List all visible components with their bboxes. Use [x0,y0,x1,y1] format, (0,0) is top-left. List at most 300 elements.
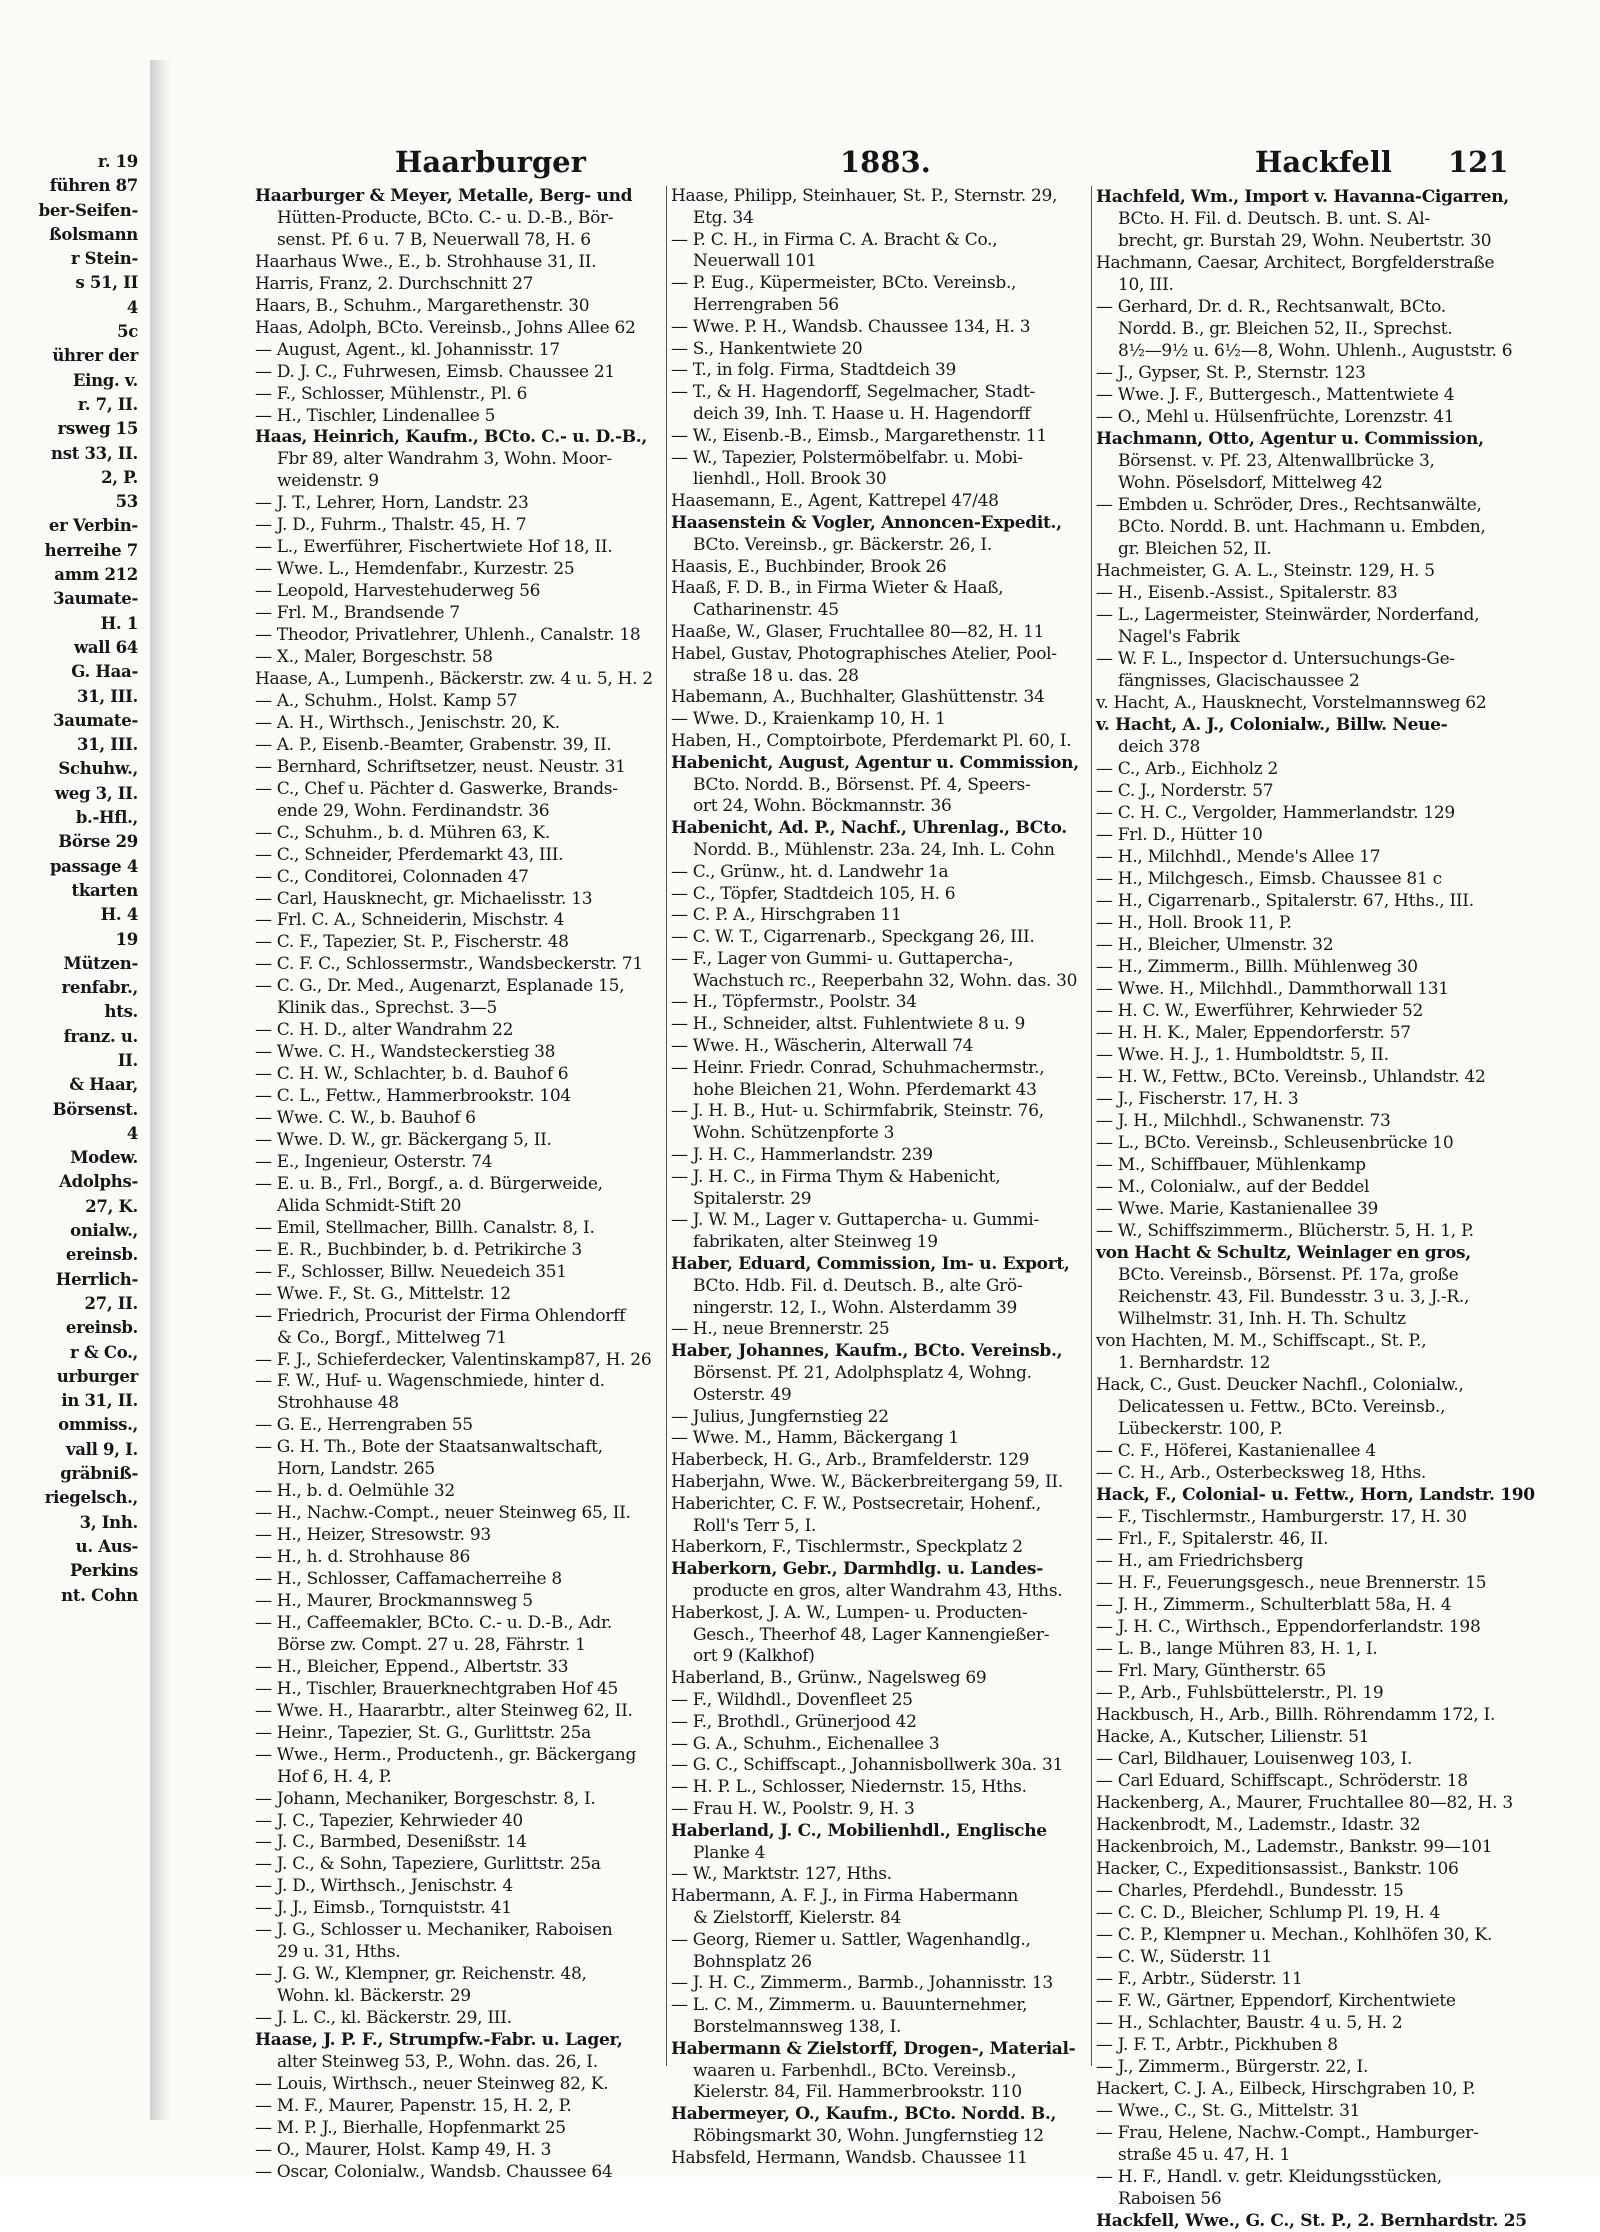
prev-page-line: herreihe 7 [44,540,138,560]
directory-entry: — P., Arb., Fuhlsbüttelerstr., Pl. 19 [1096,1683,1384,1703]
directory-entry: — H., Milchhdl., Mende's Allee 17 [1096,847,1381,867]
entry-continuation-line: fängnisses, Glacischaussee 2 [1118,671,1360,691]
prev-page-line: riegelsch., [44,1488,138,1508]
entry-continuation-line: Catharinenstr. 45 [693,600,839,621]
directory-entry: — Julius, Jungfernstieg 22 [671,1406,889,1427]
entry-continuation-line: Spitalerstr. 29 [693,1188,812,1209]
prev-page-line: 4 [126,297,138,317]
prev-page-line: 31, III. [77,686,138,706]
directory-entry: — C., Schuhm., b. d. Mühren 63, K. [255,822,550,843]
prev-page-line: Börse 29 [58,832,138,852]
prev-page-line: & Haar, [69,1075,138,1095]
prev-page-line: in 31, II. [61,1391,138,1411]
directory-entry: — Wwe. Marie, Kastanienallee 39 [1096,1199,1379,1219]
prev-page-line: 27, II. [84,1293,138,1313]
directory-entry: — C. H. W., Schlachter, b. d. Bauhof 6 [255,1064,569,1085]
entry-continuation-line: ort 24, Wohn. Böckmannstr. 36 [693,796,952,817]
directory-entry: — Frl. D., Hütter 10 [1096,825,1263,845]
entry-continuation-line: Nagel's Fabrik [1118,627,1240,647]
directory-entry: Haben, H., Comptoirbote, Pferdemarkt Pl. 60, I. [671,730,1072,751]
entry-continuation-line: straße 18 u. das. 28 [693,665,859,686]
directory-entry: — Wwe. H., Wäscherin, Alterwall 74 [671,1036,974,1057]
directory-entry: — L., Ewerführer, Fischertwiete Hof 18, II. [255,537,613,558]
directory-entry: — Gerhard, Dr. d. R., Rechtsanwalt, BCto. [1096,297,1446,317]
directory-entry: — Carl, Bildhauer, Louisenweg 103, I. [1096,1749,1413,1769]
entry-continuation-line: Nordd. B., Mühlenstr. 23a. 24, Inh. L. Cohn [693,839,1055,860]
directory-entry: Hachmann, Caesar, Architect, Borgfelderstraße [1096,253,1495,273]
directory-entry: — C. H., Arb., Osterbecksweg 18, Hths. [1096,1463,1426,1483]
directory-entry: — Heinr. Friedr. Conrad, Schuhmachermstr., [671,1057,1045,1078]
directory-entry: — Wwe. J. F., Buttergesch., Mattentwiete 4 [1096,385,1455,405]
entry-continuation-line: Wilhelmstr. 31, Inh. H. Th. Schultz [1118,1309,1406,1329]
directory-entry: — Frl. M., Brandsende 7 [255,603,460,624]
directory-entry: — J. H., Zimmerm., Schulterblatt 58a, H. 4 [1096,1595,1452,1615]
directory-entry: — Wwe. C. W., b. Bauhof 6 [255,1108,476,1129]
entry-continuation-line: Delicatessen u. Fettw., BCto. Vereinsb., [1118,1397,1446,1417]
directory-entry: — G. A., Schuhm., Eichenallee 3 [671,1733,940,1754]
directory-entry: — H., Schlosser, Caffamacherreihe 8 [255,1569,562,1590]
prev-page-line: er Verbin- [48,516,138,536]
directory-entry: Haberjahn, Wwe. W., Bäckerbreitergang 59, II. [671,1472,1063,1493]
header-year: 1883. [840,145,931,179]
directory-entry: — Wwe., C., St. G., Mittelstr. 31 [1096,2101,1361,2121]
directory-entry: — J. W. M., Lager v. Guttapercha- u. Gummi- [671,1210,1039,1231]
prev-page-line: 4 [126,1123,138,1143]
prev-page-line: Herrlich- [55,1269,138,1289]
directory-entry: — C. W., Süderstr. 11 [1096,1947,1272,1967]
entry-continuation-line: BCto. Nordd. B., Börsenst. Pf. 4, Speers- [693,774,1031,795]
directory-entry: Hachmann, Otto, Agentur u. Commission, [1096,429,1484,449]
directory-entry: — W., Marktstr. 127, Hths. [671,1864,892,1885]
directory-entry: — W., Schiffszimmerm., Blücherstr. 5, H. 1, P. [1096,1221,1474,1241]
directory-entry: Haarburger & Meyer, Metalle, Berg- und [255,186,633,206]
directory-entry: — M., Schiffbauer, Mühlenkamp [1096,1155,1366,1175]
directory-entry: — J. H. C., Zimmerm., Barmb., Johannisstr. 13 [671,1973,1053,1994]
directory-entry: — M., Colonialw., auf der Beddel [1096,1177,1370,1197]
directory-entry: — C. J., Norderstr. 57 [1096,781,1274,801]
prev-page-line: r. 7, II. [77,394,138,414]
directory-entry: — H., Bleicher, Ulmenstr. 32 [1096,935,1334,955]
directory-entry: — J. L. C., kl. Bäckerstr. 29, III. [255,2008,512,2029]
directory-entry: Haberkost, J. A. W., Lumpen- u. Producten- [671,1602,1028,1623]
prev-page-line: b.-Hfl., [75,808,138,828]
column-divider [666,186,667,2066]
directory-entry: Habenicht, August, Agentur u. Commission, [671,752,1079,773]
prev-page-line: H. 1 [100,613,138,633]
directory-entry: — C., Töpfer, Stadtdeich 105, H. 6 [671,883,956,904]
directory-entry: — J. J., Eimsb., Tornquiststr. 41 [255,1898,512,1919]
prev-page-line: ereinsb. [65,1318,138,1338]
entry-continuation-line: BCto. Hdb. Fil. d. Deutsch. B., alte Grö- [693,1275,1023,1296]
directory-entry: — H., Milchgesch., Eimsb. Chaussee 81 c [1096,869,1442,889]
entry-continuation-line: Etg. 34 [693,207,754,228]
directory-entry: — J. C., Barmbed, Desenißstr. 14 [255,1832,527,1853]
directory-entry: — H., am Friedrichsberg [1096,1551,1304,1571]
directory-entry: Haaße, W., Glaser, Fruchtallee 80—82, H. 11 [671,621,1045,642]
directory-entry: — H. W., Fettw., BCto. Vereinsb., Uhlandstr. 42 [1096,1067,1486,1087]
directory-entry: von Hacht & Schultz, Weinlager en gros, [1096,1243,1471,1263]
directory-entry: — H. P. L., Schlosser, Niedernstr. 15, Hths. [671,1777,1027,1798]
prev-page-line: 3aumate- [53,589,138,609]
directory-entry: — Wwe. D. W., gr. Bäckergang 5, II. [255,1129,552,1150]
directory-entry: — H., Tischler, Brauerknechtgraben Hof 45 [255,1678,619,1699]
entry-continuation-line: 8½—9½ u. 6½—8, Wohn. Uhlenh., Auguststr. 6 [1118,341,1513,361]
directory-entry: — J. H. C., Wirthsch., Eppendorferlandstr. 198 [1096,1617,1481,1637]
entry-continuation-line: senst. Pf. 6 u. 7 B, Neuerwall 78, H. 6 [277,229,591,250]
entry-continuation-line: 10, III. [1118,275,1174,295]
entry-continuation-line: Wohn. Schützenpforte 3 [693,1123,895,1144]
directory-entry: — J. D., Fuhrm., Thalstr. 45, H. 7 [255,515,527,536]
directory-entry: — T., in folg. Firma, Stadtdeich 39 [671,360,957,381]
prev-page-line: weg 3, II. [54,783,138,803]
entry-continuation-line: Börse zw. Compt. 27 u. 28, Fährstr. 1 [277,1634,586,1655]
prev-page-line: vall 9, I. [66,1439,138,1459]
directory-entry: — Georg, Riemer u. Sattler, Wagenhandlg., [671,1929,1031,1950]
directory-entry: Hackenberg, A., Maurer, Fruchtallee 80—82, H. 3 [1096,1793,1513,1813]
entry-continuation-line: ort 9 (Kalkhof) [693,1646,815,1667]
directory-entry: Habsfeld, Hermann, Wandsb. Chaussee 11 [671,2147,1028,2168]
directory-entry: — Frl., F., Spitalerstr. 46, II. [1096,1529,1329,1549]
directory-entry: — C., Arb., Eichholz 2 [1096,759,1279,779]
prev-page-line: Mützen- [63,953,138,973]
prev-page-line: 3aumate- [53,710,138,730]
prev-page-line: tkarten [71,880,138,900]
directory-entry: — H. H. K., Maler, Eppendorferstr. 57 [1096,1023,1411,1043]
header-left-catchword: Haarburger [395,145,586,179]
directory-entry: Hackenbroich, M., Lademstr., Bankstr. 99—101 [1096,1837,1493,1857]
entry-continuation-line: Hof 6, H. 4, P. [277,1766,392,1787]
directory-entry: v. Hacht, A., Hausknecht, Vorstelmannsweg 62 [1096,693,1487,713]
entry-continuation-line: Osterstr. 49 [693,1384,792,1405]
directory-entry: — H., Bleicher, Eppend., Albertstr. 33 [255,1656,569,1677]
directory-entry: — J., Gypser, St. P., Sternstr. 123 [1096,363,1366,383]
directory-entry: Haasenstein & Vogler, Annoncen-Expedit., [671,512,1062,533]
directory-entry: — F., Wildhdl., Dovenfleet 25 [671,1689,913,1710]
directory-entry: Haberkorn, Gebr., Darmhdlg. u. Landes- [671,1559,1043,1580]
prev-page-line: ßolsmann [49,224,138,244]
directory-entry: — F., Schlosser, Billw. Neuedeich 351 [255,1261,567,1282]
entry-continuation-line: producte en gros, alter Wandrahm 43, Hths. [693,1581,1063,1601]
directory-entry: — Wwe., Herm., Productenh., gr. Bäckergang [255,1744,637,1765]
entry-continuation-line: Röbingsmarkt 30, Wohn. Jungfernstieg 12 [693,2125,1044,2146]
directory-entry: — W., Tapezier, Polstermöbelfabr. u. Mobi- [671,447,1023,468]
prev-page-line: Eing. v. [72,370,138,390]
entry-continuation-line: BCto. Nordd. B. unt. Hachmann u. Embden, [1118,517,1486,537]
directory-entry: — J., Zimmerm., Bürgerstr. 22, I. [1096,2057,1369,2077]
directory-entry: Haars, B., Schuhm., Margarethenstr. 30 [255,295,590,316]
directory-entry: v. Hacht, A. J., Colonialw., Billw. Neue- [1096,715,1448,735]
directory-entry: Haase, A., Lumpenh., Bäckerstr. zw. 4 u. 5, H. 2 [255,668,653,689]
entry-continuation-line: alter Steinweg 53, P., Wohn. das. 26, I. [277,2052,598,2073]
prev-page-line: Adolphs- [59,1172,138,1192]
directory-entry: — J. H. C., Hammerlandstr. 239 [671,1145,933,1166]
directory-entry: — C. C. D., Bleicher, Schlump Pl. 19, H. 4 [1096,1903,1440,1923]
directory-entry: — X., Maler, Borgeschstr. 58 [255,647,493,668]
directory-entry: — H., Schneider, altst. Fuhlentwiete 8 u. 9 [671,1014,1025,1035]
directory-entry: — H., h. d. Strohhause 86 [255,1547,471,1568]
prev-page-line: r Stein- [70,249,138,269]
directory-entry: — J. C., & Sohn, Tapeziere, Gurlittstr. 25a [255,1854,601,1875]
directory-entry: Haberbeck, H. G., Arb., Bramfelderstr. 129 [671,1450,1030,1471]
directory-entry: Haarhaus Wwe., E., b. Strohhause 31, II. [255,251,597,272]
prev-page-line: Perkins [69,1561,138,1581]
previous-page-fragment [0,150,150,2110]
directory-entry: — Wwe. M., Hamm, Bäckergang 1 [671,1428,959,1449]
entry-continuation-line: Wohn. Pöselsdorf, Mittelweg 42 [1118,473,1383,493]
prev-page-line: s 51, II [75,273,138,293]
prev-page-line: amm 212 [54,565,138,585]
directory-entry: — F., Schlosser, Mühlenstr., Pl. 6 [255,383,528,404]
directory-entry: Hachfeld, Wm., Import v. Havanna-Cigarren, [1096,187,1509,207]
entry-continuation-line: & Co., Borgf., Mittelweg 71 [277,1327,507,1348]
column-divider [1091,186,1092,2066]
directory-entry: Hack, F., Colonial- u. Fettw., Horn, Landstr. 190 [1096,1485,1535,1505]
entry-continuation-line: Horn, Landstr. 265 [277,1459,435,1480]
directory-entry: — D. J. C., Fuhrwesen, Eimsb. Chaussee 21 [255,361,615,382]
directory-entry: — Friedrich, Procurist der Firma Ohlendorff [255,1305,626,1326]
directory-entry: Haberland, J. C., Mobilienhdl., Englische [671,1820,1047,1841]
entry-continuation-line: straße 45 u. 47, H. 1 [1118,2145,1291,2165]
entry-continuation-line: & Zielstorff, Kielerstr. 84 [693,1907,901,1928]
directory-entry: — C., Conditorei, Colonnaden 47 [255,866,529,887]
entry-continuation-line: deich 378 [1118,737,1201,757]
prev-page-line: ber-Seifen- [38,200,138,220]
directory-entry: Habermann & Zielstorff, Drogen-, Material- [671,2038,1076,2059]
prev-page-line: ereinsb. [65,1245,138,1265]
directory-entry: — A. P., Eisenb.-Beamter, Grabenstr. 39, II. [255,734,612,755]
prev-page-line: Börsenst. [52,1099,138,1119]
entry-continuation-line: BCto. Vereinsb., Börsenst. Pf. 17a, große [1118,1265,1459,1285]
directory-entry: — O., Maurer, Holst. Kamp 49, H. 3 [255,2139,552,2160]
directory-entry: — F., Lager von Gummi- u. Guttapercha-, [671,948,1014,969]
entry-continuation-line: 1. Bernhardstr. 12 [1118,1353,1271,1373]
header-right-catchword: Hackfell [1255,145,1392,179]
directory-entry: — H., Cigarrenarb., Spitalerstr. 67, Hths., III. [1096,891,1474,911]
directory-entry: — J. G. W., Klempner, gr. Reichenstr. 48, [255,1964,587,1985]
directory-entry: — J., Fischerstr. 17, H. 3 [1096,1089,1299,1109]
directory-entry: — T., & H. Hagendorff, Segelmacher, Stadt- [671,382,1035,403]
directory-entry: von Hachten, M. M., Schiffscapt., St. P., [1096,1331,1427,1351]
prev-page-line: franz. u. [63,1026,138,1046]
directory-entry: — C., Chef u. Pächter d. Gaswerke, Brands- [255,778,618,799]
directory-entry: Hackert, C. J. A., Eilbeck, Hirschgraben 10, P. [1096,2079,1476,2099]
directory-entry: — H., Zimmerm., Billh. Mühlenweg 30 [1096,957,1418,977]
entry-continuation-line: deich 39, Inh. T. Haase u. H. Hagendorff [693,403,1031,424]
prev-page-line: passage 4 [49,856,138,876]
directory-entry: — C., Schneider, Pferdemarkt 43, III. [255,844,564,865]
entry-continuation-line: Roll's Terr 5, I. [693,1515,817,1536]
directory-entry: — F., Brothdl., Grünerjood 42 [671,1711,917,1732]
prev-page-line: H. 4 [100,905,138,925]
directory-entry: — Heinr., Tapezier, St. G., Gurlittstr. 25a [255,1722,591,1743]
directory-entry: Haberland, B., Grünw., Nagelsweg 69 [671,1668,987,1689]
directory-entry: — H., Maurer, Brockmannsweg 5 [255,1591,533,1611]
entry-continuation-line: hohe Bleichen 21, Wohn. Pferdemarkt 43 [693,1079,1037,1100]
prev-page-line: ommiss., [58,1415,138,1435]
directory-entry: — J. D., Wirthsch., Jenischstr. 4 [255,1876,513,1897]
directory-entry: — Wwe. H. J., 1. Humboldtstr. 5, II. [1096,1045,1389,1065]
directory-entry: — Louis, Wirthsch., neuer Steinweg 82, K. [255,2073,609,2094]
entry-continuation-line: ende 29, Wohn. Ferdinandstr. 36 [277,800,550,821]
directory-entry: — C. G., Dr. Med., Augenarzt, Esplanade 15, [255,976,625,997]
prev-page-line: 31, III. [77,735,138,755]
entry-continuation-line: Hütten-Producte, BCto. C.- u. D.-B., Bör- [277,207,614,228]
prev-page-line: hts. [104,1002,138,1022]
prev-page-line: nst 33, II. [51,443,138,463]
entry-continuation-line: BCto. H. Fil. d. Deutsch. B. unt. S. Al- [1118,209,1430,229]
directory-entry: — H., Heizer, Stresowstr. 93 [255,1525,491,1546]
directory-entry: — W. F. L., Inspector d. Untersuchungs-Ge- [1096,649,1455,669]
directory-entry: — Wwe. H., Haararbtr., alter Steinweg 62, II. [255,1700,633,1721]
directory-entry: — S., Hankentwiete 20 [671,338,863,359]
prev-page-line: 27, K. [85,1196,138,1216]
prev-page-line: II. [117,1050,138,1070]
directory-entry: Habermeyer, O., Kaufm., BCto. Nordd. B., [671,2104,1057,2125]
directory-entry: — J. H. B., Hut- u. Schirmfabrik, Steinstr. 76, [671,1101,1044,1122]
directory-entry: Hackbusch, H., Arb., Billh. Röhrendamm 172, I. [1096,1705,1496,1725]
prev-page-line: u. Aus- [75,1536,138,1556]
directory-entry: — Emil, Stellmacher, Billh. Canalstr. 8, I. [255,1217,595,1238]
directory-entry: Haberichter, C. F. W., Postsecretair, Hohenf., [671,1493,1041,1514]
page-number: 121 [1448,145,1509,179]
prev-page-line: nt. Cohn [61,1585,138,1605]
entry-continuation-line: Alida Schmidt-Stift 20 [277,1195,462,1216]
directory-entry: Haasis, E., Buchbinder, Brook 26 [671,556,947,577]
directory-entry: Habermann, A. F. J., in Firma Habermann [671,1886,1019,1907]
directory-entry: Haase, Philipp, Steinhauer, St. P., Sternstr. 29, [671,186,1058,206]
prev-page-line: führen 87 [49,176,138,196]
directory-entry: Hacker, C., Expeditionsassist., Bankstr. 106 [1096,1859,1459,1879]
directory-entry: — C. P., Klempner u. Mechan., Kohlhöfen 30, K. [1096,1925,1493,1945]
directory-entry: Hack, C., Gust. Deucker Nachfl., Colonialw., [1096,1375,1464,1395]
directory-entry: — Wwe. L., Hemdenfabr., Kurzestr. 25 [255,559,575,580]
directory-entry: — C. L., Fettw., Hammerbrookstr. 104 [255,1086,571,1107]
prev-page-line: Schuhw., [58,759,138,779]
directory-entry: — O., Mehl u. Hülsenfrüchte, Lorenzstr. 41 [1096,407,1455,427]
directory-entry: — August, Agent., kl. Johannisstr. 17 [255,339,560,360]
entry-continuation-line: Klinik das., Sprechst. 3—5 [277,998,497,1019]
directory-entry: Habel, Gustav, Photographisches Atelier, Pool- [671,643,1057,664]
directory-entry: — J. T., Lehrer, Horn, Landstr. 23 [255,493,529,514]
directory-entry: — Wwe. P. H., Wandsb. Chaussee 134, H. 3 [671,316,1031,337]
directory-column-3 [1096,186,1566,2231]
entry-continuation-line: ningerstr. 12, I., Wohn. Alsterdamm 39 [693,1297,1018,1318]
entry-continuation-line: lienhdl., Holl. Brook 30 [693,469,887,490]
directory-entry: Hachmeister, G. A. L., Steinstr. 129, H. 5 [1096,561,1435,581]
entry-continuation-line: Bohnsplatz 26 [693,1951,812,1972]
entry-continuation-line: Wohn. kl. Bäckerstr. 29 [277,1986,471,2007]
directory-entry: — Frl. Mary, Güntherstr. 65 [1096,1661,1326,1681]
directory-entry: Hackfell, Wwe., G. C., St. P., 2. Bernhardstr. 25 [1096,2211,1527,2231]
directory-entry: — L. C. M., Zimmerm. u. Bauunternehmer, [671,1995,1028,2016]
entry-continuation-line: brecht, gr. Burstah 29, Wohn. Neubertstr. 30 [1118,231,1492,251]
directory-entry: — J. H. C., in Firma Thym & Habenicht, [671,1166,1001,1187]
directory-entry: — J. G., Schlosser u. Mechaniker, Raboisen [255,1920,613,1941]
directory-entry: — L. B., lange Mühren 83, H. 1, I. [1096,1639,1378,1659]
directory-entry: — E., Ingenieur, Osterstr. 74 [255,1151,493,1172]
entry-continuation-line: Borstelmannsweg 138, I. [693,2016,902,2037]
directory-entry: — H., Nachw.-Compt., neuer Steinweg 65, II. [255,1503,631,1524]
directory-entry: Hackenbrodt, M., Lademstr., Idastr. 32 [1096,1815,1421,1835]
directory-entry: — H., neue Brennerstr. 25 [671,1319,890,1340]
entry-continuation-line: Börsenst. Pf. 21, Adolphsplatz 4, Wohng. [693,1363,1032,1384]
directory-entry: — H. C. W., Ewerführer, Kehrwieder 52 [1096,1001,1423,1021]
entry-continuation-line: fabrikaten, alter Steinweg 19 [693,1232,938,1253]
directory-entry: Habemann, A., Buchhalter, Glashüttenstr. 34 [671,687,1045,708]
entry-continuation-line: Nordd. B., gr. Bleichen 52, II., Sprechst. [1118,319,1453,339]
directory-entry: — F. J., Schieferdecker, Valentinskamp87, H. 26 [255,1349,652,1370]
directory-entry: — Charles, Pferdehdl., Bundesstr. 15 [1096,1881,1404,1901]
directory-entry: — L., Lagermeister, Steinwärder, Norderfand, [1096,605,1480,625]
prev-page-line: rsweg 15 [57,419,138,439]
entry-continuation-line: Kielerstr. 84, Fil. Hammerbrookstr. 110 [693,2082,1022,2103]
directory-entry: — Bernhard, Schriftsetzer, neust. Neustr. 31 [255,756,626,777]
entry-continuation-line: 29 u. 31, Hths. [277,1942,401,1963]
entry-continuation-line: Wachstuch rc., Reeperbahn 32, Wohn. das. 30 [693,970,1078,991]
directory-entry: — Wwe. C. H., Wandsteckerstieg 38 [255,1042,556,1063]
directory-entry: — A. H., Wirthsch., Jenischstr. 20, K. [255,712,560,733]
directory-entry: — P. Eug., Küpermeister, BCto. Vereinsb., [671,273,1017,294]
entry-continuation-line: Strohhause 48 [277,1393,399,1414]
directory-entry: — C. P. A., Hirschgraben 11 [671,905,902,926]
directory-entry: — W., Eisenb.-B., Eimsb., Margarethenstr. 11 [671,425,1047,446]
directory-entry: — C. H. D., alter Wandrahm 22 [255,1020,514,1041]
entry-continuation-line: Raboisen 56 [1118,2189,1222,2209]
directory-entry: — Frl. C. A., Schneiderin, Mischstr. 4 [255,910,565,931]
directory-entry: — Wwe. H., Milchhdl., Dammthorwall 131 [1096,979,1449,999]
directory-entry: — C. F., Höferei, Kastanienallee 4 [1096,1441,1376,1461]
entry-continuation-line: Planke 4 [693,1842,766,1863]
directory-entry: — Carl, Hausknecht, gr. Michaelisstr. 13 [255,888,593,909]
directory-entry: — J. H., Milchhdl., Schwanenstr. 73 [1096,1111,1391,1131]
directory-entry: — Wwe. D., Kraienkamp 10, H. 1 [671,709,946,730]
directory-entry: — C. F. C., Schlossermstr., Wandsbeckerstr. 71 [255,954,643,975]
prev-page-line: r & Co., [69,1342,138,1362]
directory-entry: — Leopold, Harvestehuderweg 56 [255,581,541,602]
running-header [255,145,1560,181]
directory-entry: — Theodor, Privatlehrer, Uhlenh., Canalstr. 18 [255,625,641,646]
directory-entry: — H., Töpfermstr., Poolstr. 34 [671,992,917,1013]
directory-entry: Haber, Johannes, Kaufm., BCto. Vereinsb., [671,1341,1063,1362]
directory-entry: Harris, Franz, 2. Durchschnitt 27 [255,273,534,294]
prev-page-line: G. Haa- [71,662,138,682]
entry-continuation-line: gr. Bleichen 52, II. [1118,539,1272,559]
directory-entry: — A., Schuhm., Holst. Kamp 57 [255,690,518,711]
entry-continuation-line: Gesch., Theerhof 48, Lager Kannengießer- [693,1624,1050,1645]
entry-continuation-line: Börsenst. v. Pf. 23, Altenwallbrücke 3, [1118,451,1435,471]
directory-entry: Haaß, F. D. B., in Firma Wieter & Haaß, [671,578,1004,599]
prev-page-line: 3, Inh. [79,1512,138,1532]
entry-continuation-line: Reichenstr. 43, Fil. Bundesstr. 3 u. 3, J.-R., [1118,1287,1470,1307]
prev-page-line: urburger [56,1366,138,1386]
prev-page-line: renfabr., [61,978,138,998]
prev-page-line: 2, P. [101,467,138,487]
directory-entry: — H., b. d. Oelmühle 32 [255,1481,455,1502]
directory-column-2 [671,186,1091,2168]
directory-entry: — Oscar, Colonialw., Wandsb. Chaussee 64 [255,2161,613,2182]
directory-entry: — F., Tischlermstr., Hamburgerstr. 17, H. 30 [1096,1507,1467,1527]
directory-entry: — F., Arbtr., Süderstr. 11 [1096,1969,1303,1989]
entry-continuation-line: Lübeckerstr. 100, P. [1118,1419,1283,1439]
directory-entry: — F. W., Gärtner, Eppendorf, Kirchentwiete [1096,1991,1456,2011]
directory-entry: — C. H. C., Vergolder, Hammerlandstr. 129 [1096,803,1455,823]
directory-entry: — L., BCto. Vereinsb., Schleusenbrücke 10 [1096,1133,1454,1153]
directory-entry: — Frau, Helene, Nachw.-Compt., Hamburger- [1096,2123,1479,2143]
directory-entry: — H. F., Handl. v. getr. Kleidungsstücken, [1096,2167,1442,2187]
directory-entry: — Wwe. F., St. G., Mittelstr. 12 [255,1283,511,1304]
directory-entry: — H., Tischler, Lindenallee 5 [255,405,496,426]
directory-entry: — Carl Eduard, Schiffscapt., Schröderstr. 18 [1096,1771,1468,1791]
